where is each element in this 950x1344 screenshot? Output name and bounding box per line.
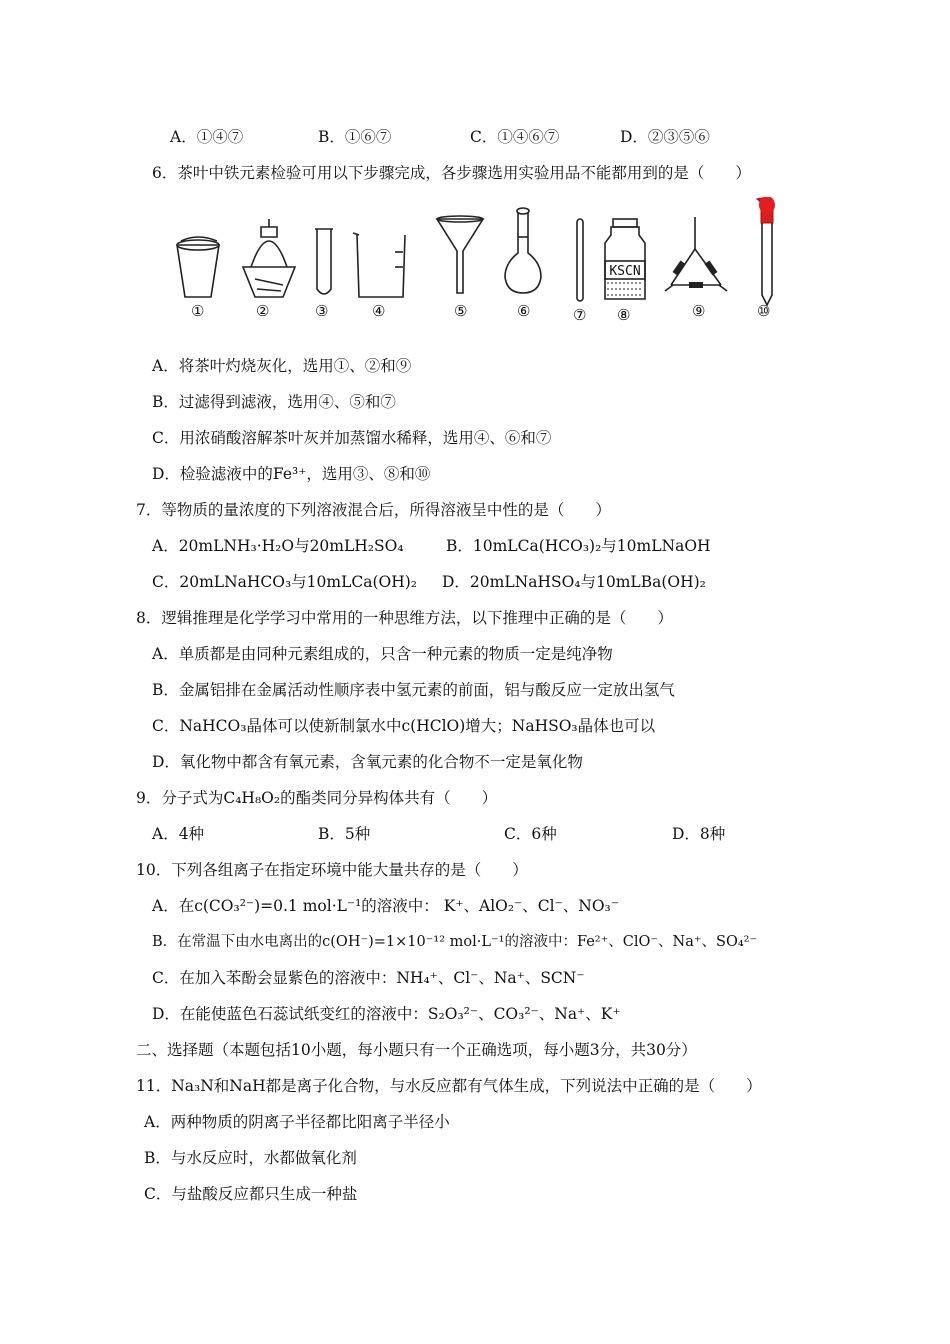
q5-option-b: B．①⑥⑦ [318,128,392,146]
alcohol-lamp-icon [243,219,295,297]
q10-option-b: B．在常温下由水电离出的c(OH⁻)=1×10⁻¹² mol·L⁻¹的溶液中：Fe²⁺、ClO⁻、Na⁺、SO₄²⁻ [152,934,758,950]
q9-stem: 9．分子式为C₄H₈O₂的酯类同分异构体共有（ ） [136,789,498,807]
beaker-icon [353,233,405,297]
q7-option-c: C．20mLNaHCO₃与10mLCa(OH)₂ [152,573,418,591]
q7-option-b: B．10mLCa(HCO₃)₂与10mLNaOH [446,537,711,555]
q6-option-c: C．用浓硝酸溶解茶叶灰并加蒸馏水稀释，选用④、⑥和⑦ [152,429,552,447]
figure-label-4: ④ [372,302,386,320]
q7-stem: 7．等物质的量浓度的下列溶液混合后，所得溶液呈中性的是（ ） [136,501,611,519]
figure-label-7: ⑦ [573,306,587,324]
q6-stem: 6．茶叶中铁元素检验可用以下步骤完成，各步骤选用实验用品不能都用到的是（ ） [152,164,751,182]
figure-label-5: ⑤ [454,302,468,320]
crucible-icon [177,237,219,297]
q8-option-a: A．单质都是由同种元素组成的，只含一种元素的物质一定是纯净物 [152,645,613,663]
q11-option-b: B．与水反应时，水都做氧化剂 [144,1149,357,1167]
figure-label-6: ⑥ [517,302,531,320]
q9-option-c: C．6种 [504,825,557,843]
section-2-title: 二、选择题（本题包括10小题，每小题只有一个正确选项，每小题3分，共30分） [136,1041,697,1059]
q10-stem: 10．下列各组离子在指定环境中能大量共存的是（ ） [136,861,528,879]
flask-icon [505,208,541,293]
q10-option-c: C．在加入苯酚会显紫色的溶液中：NH₄⁺、Cl⁻、Na⁺、SCN⁻ [152,969,585,987]
q9-option-d: D．8种 [672,825,726,843]
reagent-bottle-icon [605,219,645,299]
q6-option-a: A．将茶叶灼烧灰化，选用①、②和⑨ [152,357,412,375]
clay-triangle-icon [665,217,727,291]
test-tube-icon [315,229,333,294]
figure-label-8: ⑧ [617,306,631,324]
q8-stem: 8．逻辑推理是化学学习中常用的一种思维方法，以下推理中正确的是（ ） [136,609,673,627]
q7-option-d: D．20mLNaHSO₄与10mLBa(OH)₂ [442,573,706,591]
q11-option-a: A．两种物质的阴离子半径都比阳离子半径小 [144,1113,450,1131]
q9-option-b: B．5种 [318,825,371,843]
q5-option-c: C．①④⑥⑦ [470,128,560,146]
figure-label-1: ① [191,302,205,320]
figure-label-2: ② [256,302,270,320]
apparatus-figure [165,197,805,317]
q10-option-a: A．在c(CO₃²⁻)=0.1 mol·L⁻¹的溶液中： K⁺、AlO₂⁻、Cl⁻、NO₃⁻ [152,897,619,915]
q11-option-c: C．与盐酸反应都只生成一种盐 [144,1185,358,1203]
svg-text:KSCN: KSCN [609,264,641,279]
q8-option-c: C．NaHCO₃晶体可以使新制氯水中c(HClO)增大；NaHSO₃晶体也可以 [152,717,656,735]
q6-option-d: D．检验滤液中的Fe³⁺，选用③、⑧和⑩ [152,465,431,483]
q11-stem: 11．Na₃N和NaH都是离子化合物，与水反应都有气体生成，下列说法中正确的是（ ） [136,1077,762,1095]
figure-label-3: ③ [315,302,329,320]
figure-label-10: ⑩ [757,302,771,320]
q5-option-a: A．①④⑦ [170,128,244,146]
q9-option-a: A．4种 [152,825,205,843]
q8-option-b: B．金属铝排在金属活动性顺序表中氢元素的前面，铝与酸反应一定放出氢气 [152,681,675,699]
glass-rod-icon [577,219,583,301]
figure-label-9: ⑨ [692,302,706,320]
funnel-icon [437,216,483,293]
dropper-icon [757,197,775,305]
q8-option-d: D．氧化物中都含有氧元素，含氧元素的化合物不一定是氧化物 [152,753,583,771]
q5-option-d: D．②③⑤⑥ [620,128,710,146]
q10-option-d: D．在能使蓝色石蕊试纸变红的溶液中：S₂O₃²⁻、CO₃²⁻、Na⁺、K⁺ [152,1005,621,1023]
q7-option-a: A．20mLNH₃·H₂O与20mLH₂SO₄ [152,537,404,555]
q6-option-b: B．过滤得到滤液，选用④、⑤和⑦ [152,393,396,411]
